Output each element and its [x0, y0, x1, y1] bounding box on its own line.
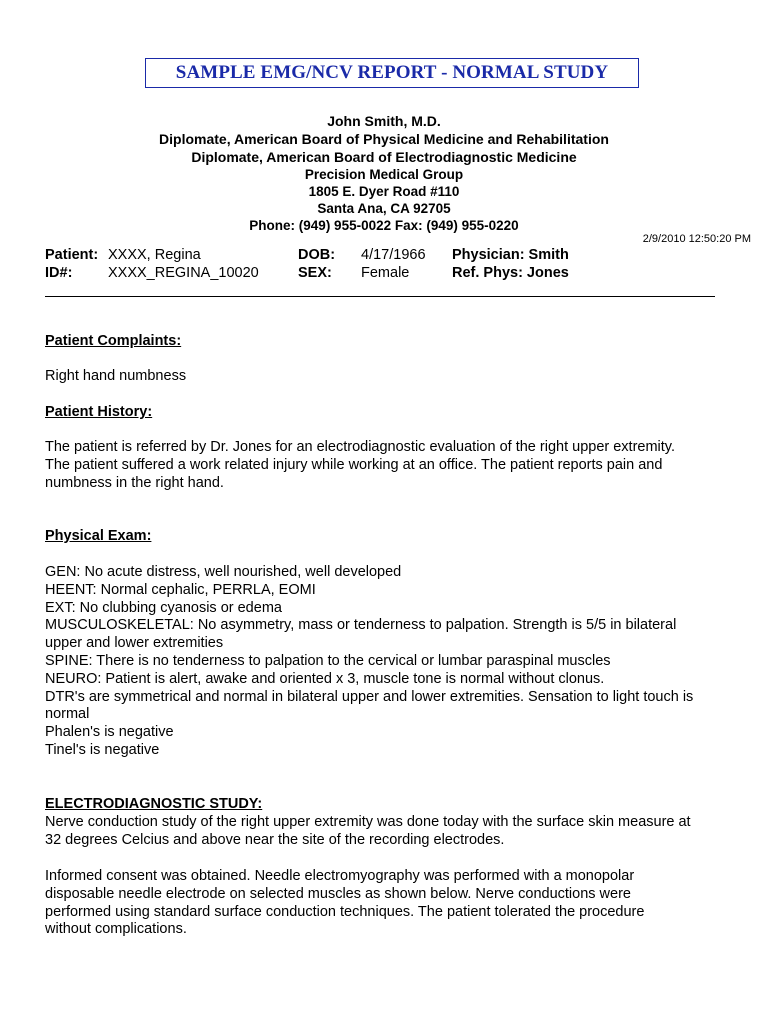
history-line: The patient is referred by Dr. Jones for an electrodiagnostic evaluation of the right upper extremity. — [45, 439, 676, 455]
phone-fax: Phone: (949) 955-0022 Fax: (949) 955-0220 — [249, 218, 519, 233]
complaints-text: Right hand numbness — [45, 368, 187, 384]
edx-heading-text: ELECTRODIAGNOSTIC STUDY: — [45, 796, 263, 812]
edx-line: without complications. — [45, 921, 187, 938]
history-line: numbness in the right hand. — [45, 474, 224, 491]
doctor-name: John Smith, M.D. — [327, 113, 441, 129]
edx-line: disposable needle electrode on selected muscles as shown below. Nerve conductions were — [45, 885, 631, 902]
complaints-heading-text: Patient Complaints: — [45, 333, 182, 349]
edx-paragraph-1 — [45, 814, 735, 850]
report-timestamp: 2/9/2010 12:50:20 PM — [642, 233, 751, 245]
exam-line: MUSCULOSKELETAL: No asymmetry, mass or tenderness to palpation. Strength is 5/5 in bilateral — [45, 617, 677, 634]
history-paragraph — [45, 439, 735, 492]
exam-heading — [45, 528, 735, 546]
exam-line: Tinel's is negative — [45, 741, 160, 758]
exam-line: upper and lower extremities — [45, 635, 224, 652]
physician: Physician: Smith — [452, 247, 569, 263]
edx-heading — [45, 796, 735, 814]
exam-findings — [45, 564, 735, 760]
group-name: Precision Medical Group — [304, 167, 464, 182]
edx-line: performed using standard surface conduction techniques. The patient tolerated the procedure — [45, 903, 645, 920]
exam-line: NEURO: Patient is alert, awake and oriented x 3, muscle tone is normal without clonus. — [45, 670, 605, 687]
exam-line: normal — [45, 706, 90, 723]
board-certification-2: Diplomate, American Board of Electrodiagnostic Medicine — [191, 149, 577, 165]
address-line-1: 1805 E. Dyer Road #110 — [308, 184, 460, 199]
edx-line: Nerve conduction study of the right upper extremity was done today with the surface skin measure at — [45, 814, 691, 830]
sex-label: SEX: — [298, 265, 332, 281]
dob-label: DOB: — [298, 247, 336, 263]
id-label: ID#: — [45, 265, 73, 281]
report-title: SAMPLE EMG/NCV REPORT - NORMAL STUDY — [175, 62, 609, 83]
edx-line: 32 degrees Celcius and above near the site of the recording electrodes. — [45, 831, 505, 848]
sex-value: Female — [361, 265, 410, 281]
exam-line: DTR's are symmetrical and normal in bilateral upper and lower extremities. Sensation to light touch is — [45, 688, 694, 705]
id-value: XXXX_REGINA_10020 — [108, 265, 259, 281]
address-line-2: Santa Ana, CA 92705 — [317, 201, 451, 216]
history-heading-text: Patient History: — [45, 404, 153, 420]
edx-paragraph-2 — [45, 868, 735, 939]
history-heading — [45, 404, 735, 422]
dob-value: 4/17/1966 — [361, 247, 426, 263]
report-title-box — [145, 58, 639, 88]
exam-line: Phalen's is negative — [45, 724, 174, 741]
patient-label: Patient: — [45, 247, 99, 263]
history-line: The patient suffered a work related injury while working at an office. The patient reports pain and — [45, 456, 663, 473]
exam-line: GEN: No acute distress, well nourished, well developed — [45, 564, 402, 580]
separator-line — [45, 296, 715, 297]
edx-line: Informed consent was obtained. Needle electromyography was performed with a monopolar — [45, 868, 635, 884]
board-certification-1: Diplomate, American Board of Physical Medicine and Rehabilitation — [159, 131, 609, 147]
letterhead — [0, 112, 768, 234]
complaints-heading — [45, 333, 735, 351]
exam-line: HEENT: Normal cephalic, PERRLA, EOMI — [45, 581, 316, 598]
exam-heading-text: Physical Exam: — [45, 528, 152, 544]
exam-line: SPINE: There is no tenderness to palpation to the cervical or lumbar paraspinal muscles — [45, 652, 611, 669]
patient-name: XXXX, Regina — [108, 247, 201, 263]
ref-physician: Ref. Phys: Jones — [452, 265, 569, 281]
exam-line: EXT: No clubbing cyanosis or edema — [45, 599, 282, 616]
